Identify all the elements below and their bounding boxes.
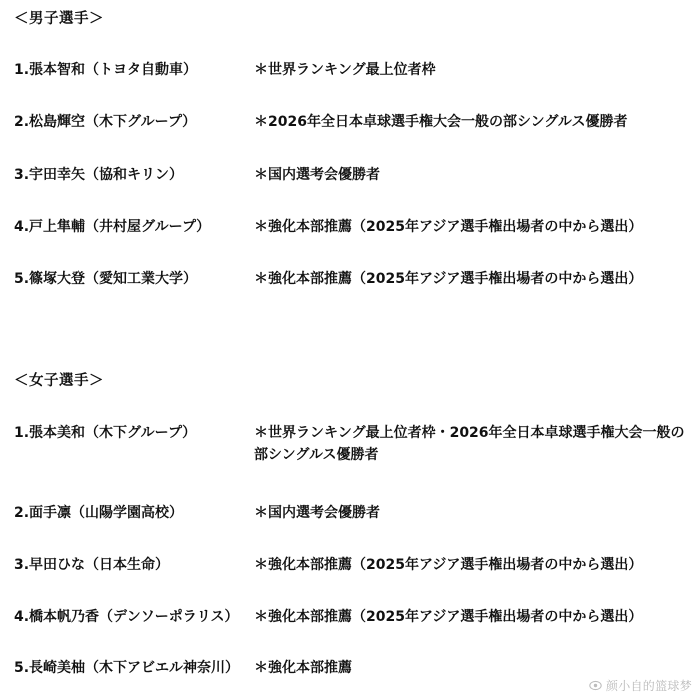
athlete-note: ＊国内選考会優勝者	[254, 505, 380, 521]
athlete-name: 2.面手凛（山陽学園高校）	[14, 505, 184, 521]
list-item	[14, 217, 686, 239]
men-section-heading: ＜男子選手＞	[14, 11, 104, 27]
list-item	[14, 555, 686, 577]
athlete-name: 3.早田ひな（日本生命）	[14, 557, 170, 573]
weibo-eye-icon	[589, 679, 602, 692]
athlete-note: ＊強化本部推薦（2025年アジア選手権出場者の中から選出）	[254, 609, 643, 625]
athlete-note: ＊強化本部推薦（2025年アジア選手権出場者の中から選出）	[254, 271, 643, 287]
athlete-note: ＊強化本部推薦（2025年アジア選手権出場者の中から選出）	[254, 557, 643, 573]
list-item	[14, 60, 686, 82]
athlete-name: 1.張本智和（トヨタ自動車）	[14, 62, 198, 78]
list-item	[14, 503, 686, 525]
list-item	[14, 112, 686, 134]
women-section-heading: ＜女子選手＞	[14, 373, 104, 389]
athlete-name: 4.橋本帆乃香（デンソーポラリス）	[14, 609, 239, 625]
athlete-note: ＊2026年全日本卓球選手権大会一般の部シングルス優勝者	[254, 114, 628, 130]
list-item	[14, 423, 690, 466]
athlete-name: 2.松島輝空（木下グループ）	[14, 114, 197, 130]
athlete-note: ＊強化本部推薦（2025年アジア選手権出場者の中から選出）	[254, 219, 643, 235]
athlete-name: 1.張本美和（木下グループ）	[14, 425, 197, 441]
watermark-text: 颜小自的篮球梦	[605, 679, 692, 693]
athlete-name: 4.戸上隼輔（井村屋グループ）	[14, 219, 211, 235]
list-item	[14, 269, 686, 291]
athlete-note: ＊世界ランキング最上位者枠	[254, 62, 436, 78]
list-item	[14, 607, 686, 629]
watermark	[589, 677, 692, 694]
athlete-note: ＊世界ランキング最上位者枠・2026年全日本卓球選手権大会一般の部シングルス優勝者	[254, 425, 685, 463]
athlete-name: 3.宇田幸矢（協和キリン）	[14, 167, 184, 183]
athlete-name: 5.長崎美柚（木下アビエル神奈川）	[14, 660, 240, 676]
athlete-name: 5.篠塚大登（愛知工業大学）	[14, 271, 198, 287]
athlete-note: ＊強化本部推薦	[254, 660, 352, 676]
athlete-note: ＊国内選考会優勝者	[254, 167, 380, 183]
list-item	[14, 658, 686, 680]
list-item	[14, 165, 686, 187]
